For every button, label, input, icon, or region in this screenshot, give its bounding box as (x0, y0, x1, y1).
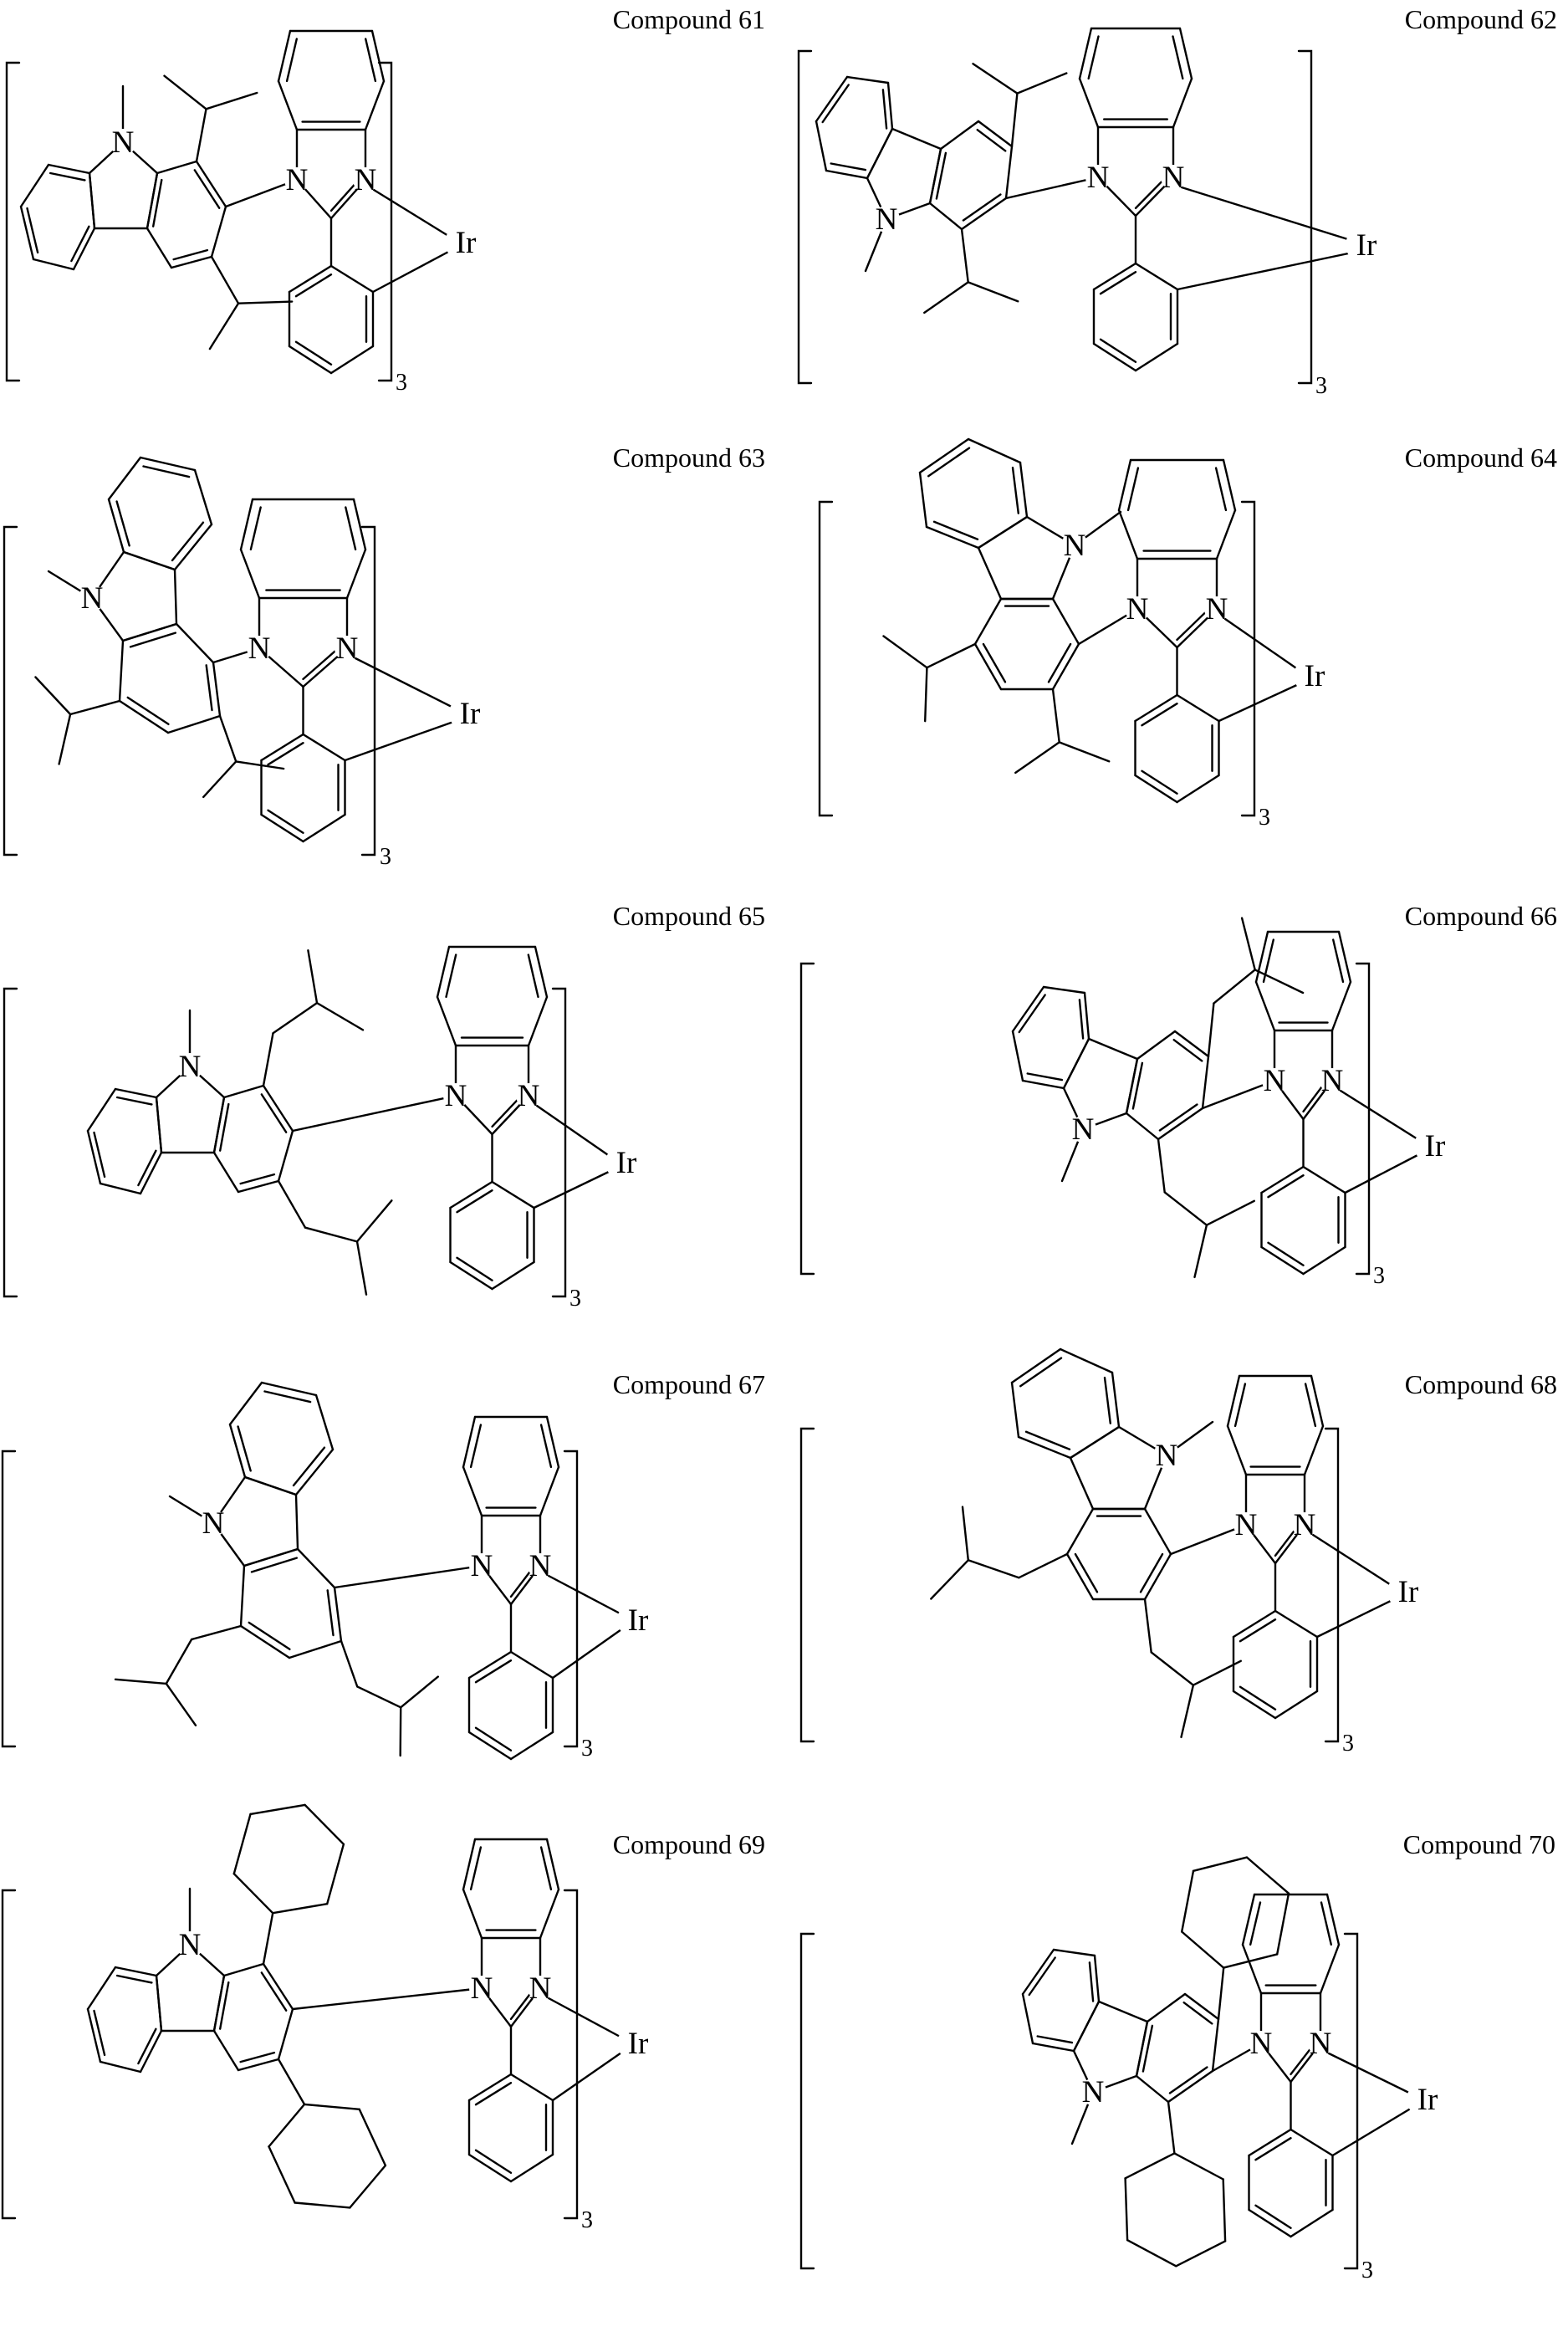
left-bracket (801, 1429, 814, 1741)
bracket-subscript: 3 (1361, 2258, 1373, 2283)
compound-label: Compound 69 (612, 1829, 765, 1859)
benzimidazole-n1-label: N (248, 631, 271, 666)
benzimidazole-n1-label: N (470, 1549, 493, 1583)
iridium-label: Ir (627, 2027, 649, 2061)
left-bracket (799, 51, 811, 383)
bracket-subscript: 3 (581, 2207, 593, 2233)
compound-label: Compound 65 (612, 901, 765, 931)
left-bracket (3, 1890, 15, 2218)
benzimidazole-n3-label: N (335, 631, 359, 666)
carbazole-n-label: N (111, 125, 135, 160)
benzimidazole-n3-label: N (529, 1971, 552, 2006)
iridium-label: Ir (455, 226, 477, 260)
bracket-subscript: 3 (380, 844, 391, 870)
compound-structure-compound-64 (820, 439, 1557, 831)
compound-structure-compound-63 (4, 442, 765, 870)
bracket-subscript: 3 (1342, 1731, 1354, 1756)
benzimidazole-n1-label: N (1234, 1508, 1258, 1542)
compound-structure-compound-62 (799, 4, 1557, 399)
compound-structure-compound-70 (801, 1829, 1555, 2283)
compound-structure-compound-61 (7, 4, 765, 396)
compound-label: Compound 66 (1404, 901, 1557, 931)
compound-structure-compound-66 (801, 901, 1557, 1289)
carbazole-n-label: N (1081, 2075, 1105, 2109)
carbazole-n-label: N (178, 1928, 202, 1962)
iridium-label: Ir (627, 1603, 649, 1638)
benzimidazole-n3-label: N (354, 163, 377, 197)
benzimidazole-n1-label: N (285, 163, 309, 197)
iridium-label: Ir (459, 697, 481, 731)
compound-label: Compound 62 (1404, 4, 1557, 34)
left-bracket (801, 1934, 814, 2268)
compound-label: Compound 61 (612, 4, 765, 34)
right-bracket (379, 63, 391, 381)
right-bracket (1356, 964, 1369, 1274)
benzimidazole-n1-label: N (1086, 161, 1110, 195)
benzimidazole-n3-label: N (517, 1079, 540, 1113)
compound-structure-compound-68 (801, 1349, 1557, 1756)
bracket-subscript: 3 (1373, 1263, 1385, 1289)
right-bracket (564, 1451, 577, 1746)
left-bracket (4, 527, 17, 855)
compound-structure-compound-69 (3, 1805, 765, 2233)
left-bracket (801, 964, 814, 1274)
bracket-subscript: 3 (1259, 805, 1270, 831)
bracket-subscript: 3 (581, 1736, 593, 1762)
right-bracket (553, 989, 565, 1296)
benzimidazole-n3-label: N (1205, 592, 1228, 626)
benzimidazole-n1-label: N (444, 1079, 467, 1113)
benzimidazole-n1-label: N (1263, 1064, 1286, 1098)
iridium-label: Ir (1397, 1575, 1419, 1609)
carbazole-n-label: N (1155, 1439, 1178, 1473)
compound-label: Compound 63 (612, 442, 765, 473)
right-bracket (1242, 502, 1254, 816)
bracket-subscript: 3 (396, 370, 407, 396)
right-bracket (1345, 1934, 1357, 2268)
left-bracket (3, 1451, 15, 1746)
iridium-label: Ir (1304, 659, 1325, 693)
right-bracket (362, 527, 375, 855)
compound-label: Compound 70 (1402, 1829, 1555, 1859)
benzimidazole-n1-label: N (1126, 592, 1149, 626)
benzimidazole-n1-label: N (1249, 2027, 1273, 2061)
benzimidazole-n3-label: N (1309, 2027, 1332, 2061)
carbazole-n-label: N (178, 1050, 202, 1084)
bracket-subscript: 3 (569, 1286, 581, 1312)
carbazole-n-label: N (875, 202, 898, 237)
iridium-label: Ir (615, 1146, 637, 1180)
iridium-label: Ir (1424, 1129, 1446, 1163)
benzimidazole-n3-label: N (1162, 161, 1185, 195)
left-bracket (820, 502, 832, 816)
compound-structure-compound-65 (4, 901, 765, 1312)
left-bracket (4, 989, 17, 1296)
carbazole-n-label: N (80, 581, 104, 616)
benzimidazole-n1-label: N (470, 1971, 493, 2006)
iridium-label: Ir (1417, 2083, 1438, 2117)
iridium-label: Ir (1356, 228, 1377, 263)
right-bracket (1299, 51, 1311, 383)
benzimidazole-n3-label: N (1320, 1064, 1344, 1098)
right-bracket (564, 1890, 577, 2218)
compound-label: Compound 68 (1404, 1369, 1557, 1399)
right-bracket (1325, 1429, 1338, 1741)
compound-label: Compound 67 (612, 1369, 765, 1399)
compound-label: Compound 64 (1404, 442, 1557, 473)
carbazole-n-label: N (1063, 529, 1086, 563)
carbazole-n-label: N (202, 1506, 225, 1541)
benzimidazole-n3-label: N (1293, 1508, 1316, 1542)
benzimidazole-n3-label: N (529, 1549, 552, 1583)
bracket-subscript: 3 (1315, 373, 1327, 399)
compound-structure-compound-67 (3, 1369, 765, 1762)
carbazole-n-label: N (1071, 1112, 1095, 1147)
left-bracket (7, 63, 19, 381)
